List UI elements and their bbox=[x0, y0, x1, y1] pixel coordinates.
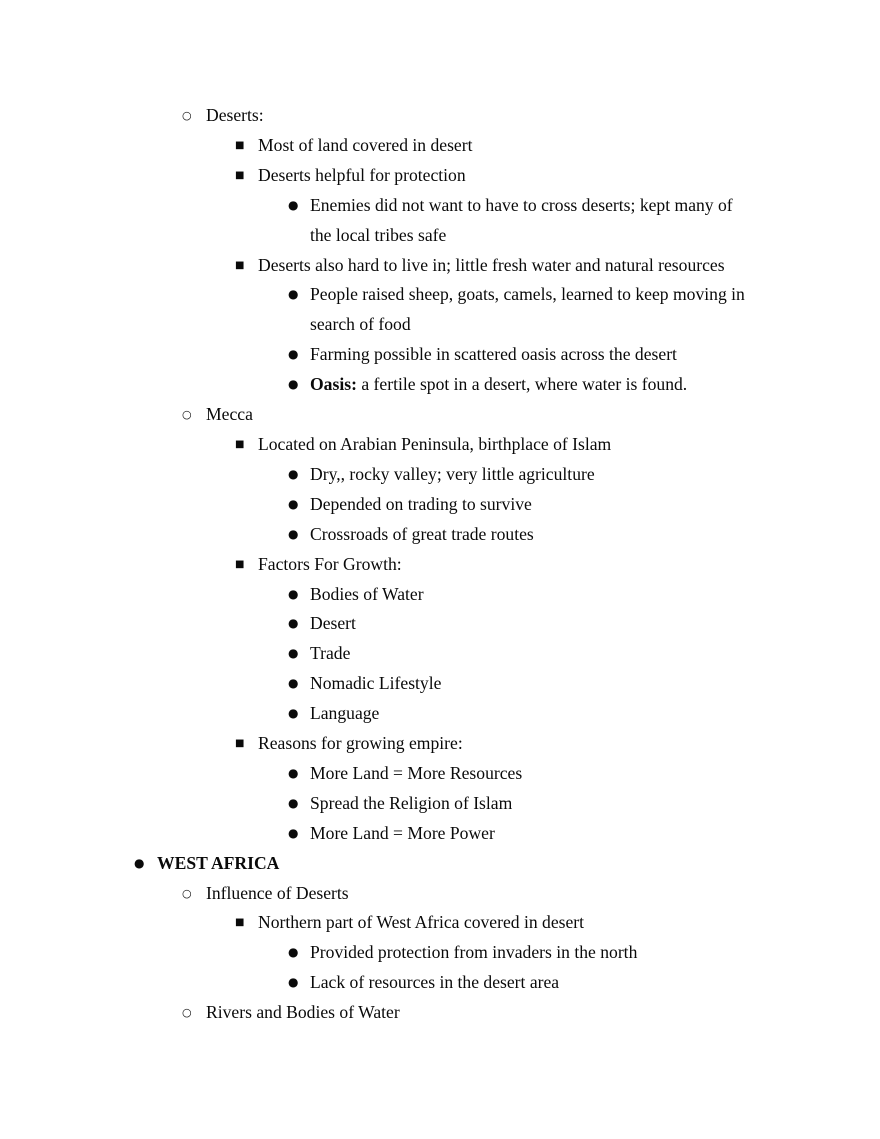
bullet-marker-level3-icon: ■ bbox=[235, 917, 245, 929]
outline-item bbox=[0, 340, 880, 370]
bullet-marker-level4-icon: ● bbox=[288, 825, 299, 840]
bullet-marker-level4-icon: ● bbox=[288, 945, 299, 960]
bullet-marker-level3-icon: ■ bbox=[235, 139, 245, 151]
bullet-marker-level4-icon: ● bbox=[288, 496, 299, 511]
bullet-marker-level4-icon: ● bbox=[288, 616, 299, 631]
outline-item-text: WEST AFRICA bbox=[157, 852, 280, 873]
bullet-marker-level4-icon: ● bbox=[288, 526, 299, 541]
outline-item-text: Crossroads of great trade routes bbox=[310, 523, 534, 544]
outline-item-text: Nomadic Lifestyle bbox=[310, 673, 442, 694]
bullet-marker-level4-icon: ● bbox=[288, 676, 299, 691]
outline-item bbox=[0, 580, 880, 610]
outline-item bbox=[0, 819, 880, 849]
outline-item-text: Factors For Growth: bbox=[258, 553, 402, 574]
outline-item bbox=[0, 460, 880, 490]
outline-item bbox=[0, 550, 880, 580]
bullet-marker-level3-icon: ■ bbox=[235, 558, 245, 570]
outline-item-text: Dry,, rocky valley; very little agriculture bbox=[310, 463, 595, 484]
bullet-marker-level4-icon: ● bbox=[288, 466, 299, 481]
outline-item bbox=[0, 669, 880, 699]
bullet-marker-level2-icon: ○ bbox=[182, 1006, 192, 1020]
outline-item-text: Northern part of West Africa covered in desert bbox=[258, 912, 585, 933]
bullet-marker-level3-icon: ■ bbox=[235, 738, 245, 750]
bullet-marker-level4-icon: ● bbox=[288, 287, 299, 302]
outline-item-text: Provided protection from invaders in the north bbox=[310, 942, 638, 963]
outline-item-text: Deserts helpful for protection bbox=[258, 164, 466, 185]
outline-item-definition: a fertile spot in a desert, where water is found. bbox=[356, 374, 688, 395]
outline-item bbox=[0, 908, 880, 938]
bullet-marker-level4-icon: ● bbox=[288, 646, 299, 661]
outline-item-text: Desert bbox=[310, 613, 356, 634]
outline-item-text: Depended on trading to survive bbox=[310, 493, 532, 514]
outline-item-text: Influence of Deserts bbox=[206, 882, 349, 903]
outline-item-text: Lack of resources in the desert area bbox=[310, 972, 560, 993]
bullet-marker-level4-icon: ● bbox=[288, 586, 299, 601]
bullet-marker-level4-icon: ● bbox=[288, 706, 299, 721]
bullet-marker-level3-icon: ■ bbox=[235, 259, 245, 271]
outline-item-text bbox=[310, 370, 754, 400]
outline-item bbox=[0, 759, 880, 789]
bullet-marker-level4-icon: ● bbox=[288, 765, 299, 780]
outline-item bbox=[0, 998, 880, 1028]
outline-item-text: People raised sheep, goats, camels, learned to keep moving in search of food bbox=[310, 284, 745, 335]
bullet-marker-level3-icon: ■ bbox=[235, 438, 245, 450]
outline-item bbox=[0, 280, 880, 340]
outline-item-text: Farming possible in scattered oasis across the desert bbox=[310, 344, 677, 365]
outline-item bbox=[0, 729, 880, 759]
outline-item bbox=[0, 639, 880, 669]
outline-item bbox=[0, 400, 880, 430]
outline-item bbox=[0, 490, 880, 520]
outline-item-text: Spread the Religion of Islam bbox=[310, 792, 513, 813]
outline-item bbox=[0, 968, 880, 998]
outline-item-text: Language bbox=[310, 703, 380, 724]
outline-item-text: Bodies of Water bbox=[310, 583, 424, 604]
bullet-marker-level3-icon: ■ bbox=[235, 169, 245, 181]
outline-item bbox=[0, 191, 880, 251]
outline-item-text: Rivers and Bodies of Water bbox=[206, 1002, 400, 1023]
outline-item-text: Deserts also hard to live in; little fresh water and natural resources bbox=[258, 254, 725, 275]
bullet-marker-level2-icon: ○ bbox=[182, 886, 192, 900]
bullet-marker-level4-icon: ● bbox=[288, 975, 299, 990]
outline-item-text: More Land = More Resources bbox=[310, 762, 523, 783]
bullet-marker-level4-icon: ● bbox=[288, 377, 299, 392]
outline-item bbox=[0, 161, 880, 191]
outline-item bbox=[0, 101, 880, 131]
outline-item bbox=[0, 849, 880, 879]
outline-item-text: Most of land covered in desert bbox=[258, 134, 473, 155]
bullet-marker-level2-icon: ○ bbox=[182, 408, 192, 422]
outline-item-text: Reasons for growing empire: bbox=[258, 733, 463, 754]
outline-item bbox=[0, 430, 880, 460]
outline-item-text: Deserts: bbox=[206, 105, 264, 125]
outline-item bbox=[0, 609, 880, 639]
outline-item-text: Located on Arabian Peninsula, birthplace of Islam bbox=[258, 433, 612, 454]
outline-item bbox=[0, 789, 880, 819]
outline-item-text: Trade bbox=[310, 643, 351, 664]
outline-item bbox=[0, 699, 880, 729]
outline-item bbox=[0, 251, 880, 281]
bullet-marker-level1-icon: ● bbox=[134, 855, 145, 870]
outline-item bbox=[0, 879, 880, 909]
outline-item-text: More Land = More Power bbox=[310, 822, 495, 843]
outline-item bbox=[0, 520, 880, 550]
outline-item bbox=[0, 938, 880, 968]
outline-item-text: Mecca bbox=[206, 404, 253, 425]
outline-item-text: Enemies did not want to have to cross deserts; kept many of the local tribes safe bbox=[310, 194, 733, 245]
outline-item-term: Oasis: bbox=[310, 374, 357, 395]
bullet-marker-level4-icon: ● bbox=[288, 795, 299, 810]
bullet-marker-level4-icon: ● bbox=[288, 197, 299, 212]
bullet-marker-level4-icon: ● bbox=[288, 347, 299, 362]
outline-item bbox=[0, 370, 880, 400]
outline-item bbox=[0, 131, 880, 161]
bullet-marker-level2-icon: ○ bbox=[182, 109, 192, 122]
